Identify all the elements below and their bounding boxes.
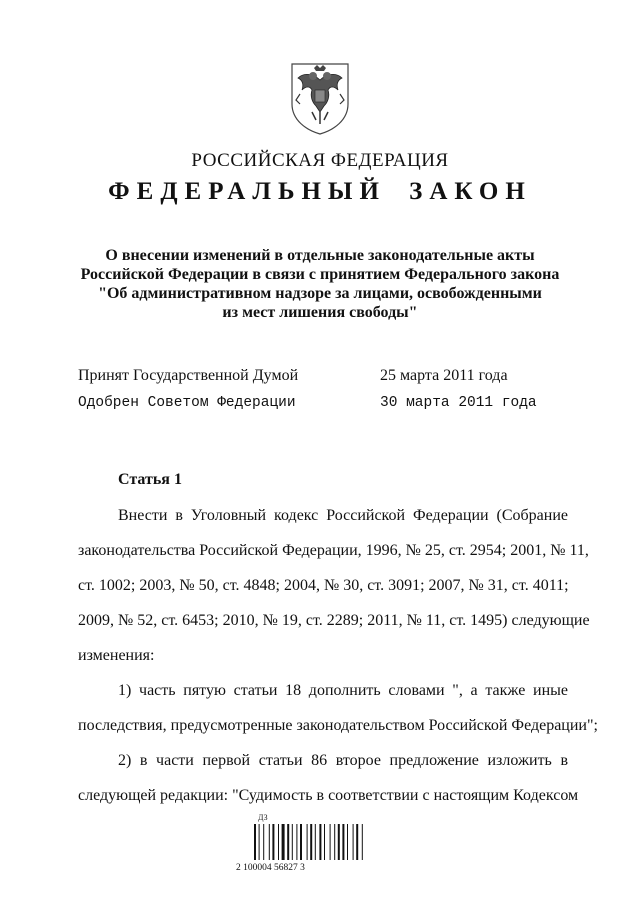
- adoption-row: [0, 367, 640, 389]
- approval-row: [0, 395, 640, 417]
- article-line: 2009, № 52, ст. 6453; 2010, № 19, ст. 2289; 2011, № 11, ст. 1495) следующие: [78, 612, 590, 629]
- approved-label: Одобрен Советом Федерации: [78, 395, 296, 411]
- adopted-date: 25 марта 2011 года: [380, 367, 508, 384]
- article-line: последствия, предусмотренные законодательством Российской Федерации";: [78, 717, 598, 734]
- barcode-top-label: ДЗ: [258, 813, 268, 822]
- subject-line: "Об административном надзоре за лицами, освобожденными: [98, 285, 542, 302]
- article-line: 1) часть пятую статьи 18 дополнить словами ", а также иные: [118, 682, 568, 699]
- article-line: следующей редакции: "Судимость в соответствии с настоящим Кодексом: [78, 787, 579, 804]
- adopted-label: Принят Государственной Думой: [78, 367, 299, 384]
- article-line: законодательства Российской Федерации, 1996, № 25, ст. 2954; 2001, № 11,: [78, 542, 589, 559]
- country-name: РОССИЙСКАЯ ФЕДЕРАЦИЯ: [191, 150, 449, 171]
- law-subject: [70, 246, 570, 322]
- article-line: ст. 1002; 2003, № 50, ст. 4848; 2004, № 30, ст. 3091; 2007, № 31, ст. 4011;: [78, 577, 569, 594]
- subject-line: из мест лишения свободы": [222, 304, 418, 321]
- article-line: Внести в Уголовный кодекс Российской Федерации (Собрание: [118, 507, 568, 524]
- law-title: ФЕДЕРАЛЬНЫЙ ЗАКОН: [108, 178, 532, 205]
- article-line: изменения:: [78, 647, 155, 664]
- approved-date: 30 марта 2011 года: [380, 395, 537, 411]
- coat-of-arms-icon: [288, 60, 352, 136]
- article-line: 2) в части первой статьи 86 второе предложение изложить в: [118, 752, 568, 769]
- subject-line: Российской Федерации в связи с принятием Федерального закона: [80, 266, 560, 283]
- article-heading: Статья 1: [118, 471, 182, 488]
- subject-line: О внесении изменений в отдельные законодательные акты: [105, 247, 535, 264]
- barcode-number: 2 100004 56827 3: [236, 863, 305, 873]
- barcode: [236, 812, 412, 862]
